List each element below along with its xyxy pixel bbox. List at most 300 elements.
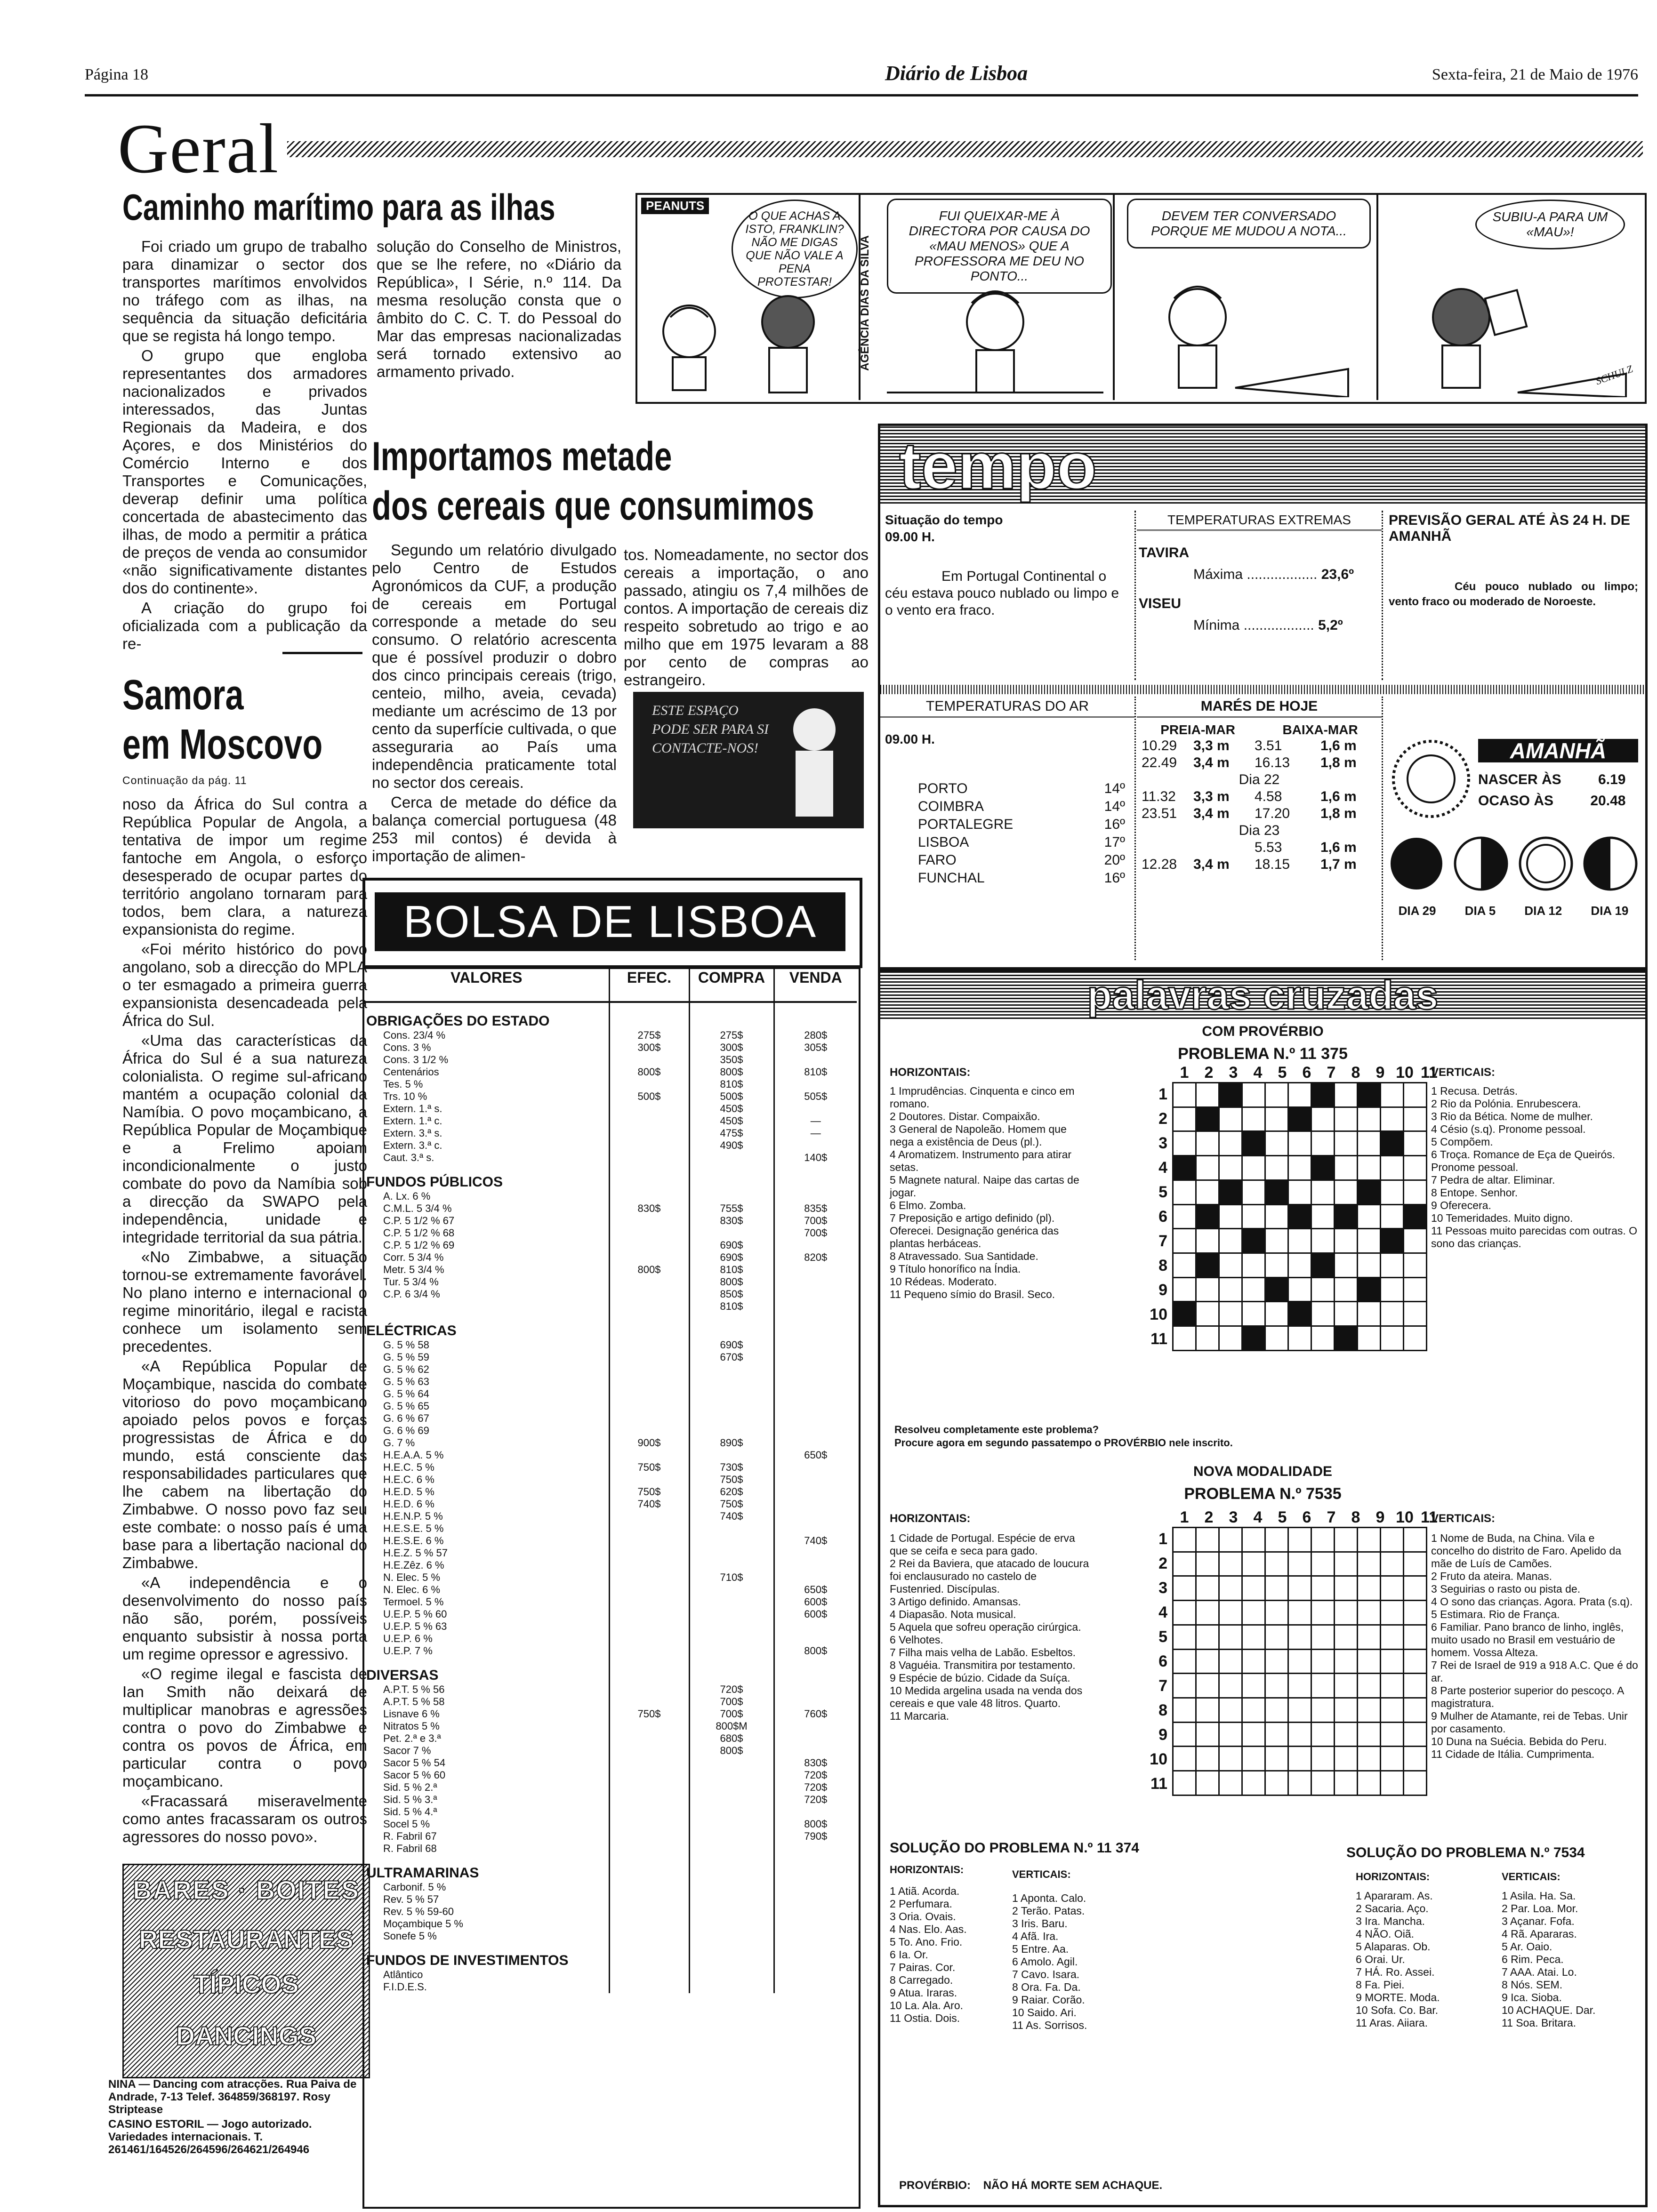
grid-cell[interactable]: [1196, 1180, 1219, 1204]
grid-cell[interactable]: [1242, 1747, 1265, 1771]
grid-cell[interactable]: [1381, 1698, 1404, 1723]
grid-cell[interactable]: [1219, 1771, 1242, 1795]
grid-cell[interactable]: [1335, 1229, 1358, 1253]
grid-cell[interactable]: [1242, 1601, 1265, 1625]
grid-cell[interactable]: [1311, 1576, 1335, 1601]
table-cell: 800$: [689, 1066, 774, 1078]
grid-cell[interactable]: [1219, 1204, 1242, 1229]
table-cell: [774, 1732, 857, 1745]
grid-cell[interactable]: [1196, 1229, 1219, 1253]
grid-cell[interactable]: [1288, 1528, 1311, 1552]
clue-item: 3 Oria. Ovais.: [890, 1910, 956, 1923]
grid-cell[interactable]: [1404, 1229, 1427, 1253]
grid-cell[interactable]: [1219, 1528, 1242, 1552]
grid-cell[interactable]: [1265, 1083, 1288, 1107]
grid-cell[interactable]: [1219, 1601, 1242, 1625]
grid-cell[interactable]: [1242, 1156, 1265, 1180]
table-cell: C.P. 5 1/2 % 67: [364, 1215, 609, 1227]
table-row: [364, 1571, 857, 1584]
grid-cell[interactable]: [1242, 1253, 1265, 1278]
grid-cell[interactable]: [1288, 1083, 1311, 1107]
grid-cell[interactable]: [1335, 1131, 1358, 1156]
grid-cell[interactable]: [1242, 1771, 1265, 1795]
grid-cell[interactable]: [1381, 1674, 1404, 1698]
grid-cell[interactable]: [1335, 1083, 1358, 1107]
grid-cell[interactable]: [1335, 1771, 1358, 1795]
grid-cell[interactable]: [1404, 1747, 1427, 1771]
grid-cell[interactable]: [1381, 1131, 1404, 1156]
grid-cell[interactable]: [1242, 1302, 1265, 1326]
grid-cell[interactable]: [1242, 1107, 1265, 1131]
clue-item: 10 Sofa. Co. Bar.: [1356, 2004, 1439, 2016]
table-cell: C.M.L. 5 3/4 %: [364, 1202, 609, 1215]
grid-cell[interactable]: [1358, 1722, 1381, 1747]
grid-cell[interactable]: [1288, 1277, 1311, 1302]
clue-heading: VERTICAIS:: [1012, 1868, 1071, 1880]
table-row: [364, 1584, 857, 1596]
table-cell: [774, 1571, 857, 1584]
grid-cell[interactable]: [1265, 1528, 1288, 1552]
clue-item: 7 Preposição e artigo definido (pl). Oferecei. Designação genérica das plantas herbáceas.: [890, 1212, 1059, 1250]
grid-cell[interactable]: [1358, 1156, 1381, 1180]
grid-cell[interactable]: [1288, 1326, 1311, 1351]
grid-cell[interactable]: [1196, 1698, 1219, 1723]
grid-cell[interactable]: [1381, 1253, 1404, 1278]
grid-cell[interactable]: [1404, 1253, 1427, 1278]
grid-cell[interactable]: [1288, 1204, 1311, 1229]
table-cell: [774, 1276, 857, 1288]
grid-cell[interactable]: [1173, 1771, 1196, 1795]
grid-cell[interactable]: [1311, 1674, 1335, 1698]
grid-cell[interactable]: [1173, 1326, 1196, 1351]
tide-value: 22.49: [1142, 755, 1177, 770]
grid-cell[interactable]: [1173, 1107, 1196, 1131]
grid-cell[interactable]: [1404, 1528, 1427, 1552]
grid-cell[interactable]: [1358, 1528, 1381, 1552]
grid-cell[interactable]: [1265, 1131, 1288, 1156]
grid-cell[interactable]: [1265, 1253, 1288, 1278]
grid-cell[interactable]: [1335, 1552, 1358, 1576]
grid-cell[interactable]: [1358, 1552, 1381, 1576]
city-name: LISBOA: [918, 834, 969, 850]
grid-cell[interactable]: [1335, 1253, 1358, 1278]
table-cell: 700$: [804, 1227, 828, 1239]
grid-cell[interactable]: [1265, 1601, 1288, 1625]
grid-cell[interactable]: [1196, 1576, 1219, 1601]
grid-cell[interactable]: [1311, 1180, 1335, 1204]
grid-cell[interactable]: [1358, 1771, 1381, 1795]
grid-cell[interactable]: [1404, 1771, 1427, 1795]
grid-cell[interactable]: [1242, 1625, 1265, 1649]
grid-cell[interactable]: [1311, 1204, 1335, 1229]
grid-cell[interactable]: [1288, 1698, 1311, 1723]
grid-cell[interactable]: [1173, 1229, 1196, 1253]
grid-cell[interactable]: [1335, 1180, 1358, 1204]
grid-cell[interactable]: [1196, 1528, 1219, 1552]
grid-cell[interactable]: [1288, 1722, 1311, 1747]
table-cell: 800$: [804, 1645, 828, 1657]
grid-cell[interactable]: [1242, 1326, 1265, 1351]
grid-cell[interactable]: [1381, 1156, 1404, 1180]
photo-figure: [770, 697, 859, 824]
grid-cell[interactable]: [1404, 1722, 1427, 1747]
grid-cell[interactable]: [1265, 1698, 1288, 1723]
table-cell: [774, 1498, 857, 1510]
grid-cell[interactable]: [1265, 1625, 1288, 1649]
grid-cell[interactable]: [1358, 1302, 1381, 1326]
table-cell: 275$: [609, 1029, 689, 1042]
grid-cell[interactable]: [1311, 1229, 1335, 1253]
table-cell: [689, 1547, 774, 1559]
grid-cell[interactable]: [1381, 1747, 1404, 1771]
grid-cell[interactable]: [1196, 1131, 1219, 1156]
clue-item: 5 Compõem.: [1431, 1136, 1493, 1148]
grid-cell[interactable]: [1242, 1552, 1265, 1576]
grid-cell[interactable]: [1265, 1180, 1288, 1204]
grid-cell[interactable]: [1335, 1698, 1358, 1723]
grid-cell[interactable]: [1381, 1083, 1404, 1107]
grid-cell[interactable]: [1358, 1204, 1381, 1229]
table-row: [364, 1029, 857, 1042]
grid-cell[interactable]: [1381, 1552, 1404, 1576]
clue-item: 10 Temeridades. Muito digno.: [1431, 1212, 1573, 1224]
grid-cell[interactable]: [1358, 1576, 1381, 1601]
grid-cell[interactable]: [1311, 1156, 1335, 1180]
grid-cell[interactable]: [1173, 1698, 1196, 1723]
grid-cell[interactable]: [1404, 1649, 1427, 1674]
grid-cell[interactable]: [1335, 1528, 1358, 1552]
crossword-subtitle: NOVA MODALIDADE: [1193, 1464, 1332, 1479]
table-cell: Atlântico: [364, 1969, 609, 1981]
grid-cell[interactable]: [1196, 1625, 1219, 1649]
grid-cell[interactable]: [1242, 1083, 1265, 1107]
grid-cell[interactable]: [1242, 1649, 1265, 1674]
grid-cell[interactable]: [1173, 1625, 1196, 1649]
grid-cell[interactable]: [1173, 1277, 1196, 1302]
grid-cell[interactable]: [1358, 1131, 1381, 1156]
grid-cell[interactable]: [1242, 1180, 1265, 1204]
grid-cell[interactable]: [1381, 1180, 1404, 1204]
grid-cell[interactable]: [1288, 1253, 1311, 1278]
grid-cell[interactable]: [1404, 1576, 1427, 1601]
grid-cell[interactable]: [1219, 1674, 1242, 1698]
grid-cell[interactable]: [1358, 1747, 1381, 1771]
grid-cell[interactable]: [1288, 1180, 1311, 1204]
grid-cell[interactable]: [1311, 1083, 1335, 1107]
grid-cell[interactable]: [1219, 1253, 1242, 1278]
grid-cell[interactable]: [1381, 1625, 1404, 1649]
grid-cell[interactable]: [1173, 1204, 1196, 1229]
grid-cell[interactable]: [1173, 1131, 1196, 1156]
grid-cell[interactable]: [1288, 1649, 1311, 1674]
grid-cell[interactable]: [1196, 1649, 1219, 1674]
grid-cell[interactable]: [1219, 1229, 1242, 1253]
grid-cell[interactable]: [1404, 1625, 1427, 1649]
grid-cell[interactable]: [1311, 1277, 1335, 1302]
grid-cell[interactable]: [1288, 1302, 1311, 1326]
grid-cell[interactable]: [1358, 1326, 1381, 1351]
grid-cell[interactable]: [1311, 1528, 1335, 1552]
grid-cell[interactable]: [1311, 1698, 1335, 1723]
clue-item: 7 Rei de Israel de 919 a 918 A.C. Que é do ar.: [1431, 1659, 1638, 1684]
grid-cell[interactable]: [1358, 1083, 1381, 1107]
grid-cell[interactable]: [1311, 1552, 1335, 1576]
grid-cell[interactable]: [1358, 1229, 1381, 1253]
grid-cell[interactable]: [1311, 1747, 1335, 1771]
grid-row-number: 5: [1158, 1628, 1167, 1646]
grid-cell[interactable]: [1173, 1083, 1196, 1107]
grid-cell[interactable]: [1288, 1156, 1311, 1180]
grid-cell[interactable]: [1288, 1771, 1311, 1795]
grid-cell[interactable]: [1265, 1747, 1288, 1771]
grid-cell[interactable]: [1265, 1771, 1288, 1795]
grid-cell[interactable]: [1265, 1204, 1288, 1229]
grid-cell[interactable]: [1173, 1180, 1196, 1204]
grid-cell[interactable]: [1311, 1722, 1335, 1747]
grid-cell[interactable]: [1288, 1552, 1311, 1576]
grid-cell[interactable]: [1242, 1229, 1265, 1253]
section-rule: [287, 141, 1643, 157]
grid-cell[interactable]: [1381, 1229, 1404, 1253]
grid-cell[interactable]: [1265, 1326, 1288, 1351]
article-paragraph: Foi criado um grupo de trabalho para dinamizar o sector dos transportes marítimos envolvidos no tráfego com as ilhas, na sequência da situação deficitária que se regista há longo tempo.: [122, 238, 367, 345]
grid-cell[interactable]: [1196, 1552, 1219, 1576]
grid-cell[interactable]: [1196, 1601, 1219, 1625]
grid-cell[interactable]: [1219, 1747, 1242, 1771]
table-cell: 300$: [609, 1042, 689, 1054]
grid-cell[interactable]: [1242, 1277, 1265, 1302]
moon-new-icon: [1388, 835, 1445, 892]
grid-cell[interactable]: [1288, 1576, 1311, 1601]
grid-cell[interactable]: [1404, 1277, 1427, 1302]
grid-cell[interactable]: [1219, 1156, 1242, 1180]
grid-cell[interactable]: [1311, 1625, 1335, 1649]
grid-cell[interactable]: [1358, 1253, 1381, 1278]
grid-cell[interactable]: [1381, 1601, 1404, 1625]
grid-cell[interactable]: [1404, 1326, 1427, 1351]
grid-cell[interactable]: [1358, 1649, 1381, 1674]
grid-cell[interactable]: [1381, 1204, 1404, 1229]
grid-cell[interactable]: [1219, 1131, 1242, 1156]
grid-cell[interactable]: [1335, 1277, 1358, 1302]
grid-cell[interactable]: [1219, 1649, 1242, 1674]
grid-cell[interactable]: [1242, 1576, 1265, 1601]
grid-cell[interactable]: [1381, 1302, 1404, 1326]
grid-cell[interactable]: [1196, 1204, 1219, 1229]
grid-cell[interactable]: [1265, 1302, 1288, 1326]
grid-cell[interactable]: [1265, 1576, 1288, 1601]
city-temp: 14º: [1104, 799, 1125, 814]
tide-row: [1142, 754, 1377, 771]
grid-cell[interactable]: [1404, 1302, 1427, 1326]
grid-cell[interactable]: [1311, 1107, 1335, 1131]
grid-cell[interactable]: [1404, 1083, 1427, 1107]
grid-cell[interactable]: [1265, 1107, 1288, 1131]
grid-cell[interactable]: [1311, 1302, 1335, 1326]
table-cell: [609, 1139, 689, 1152]
clue-item: 1 Aponta. Calo.: [1012, 1892, 1086, 1904]
grid-cell[interactable]: [1265, 1722, 1288, 1747]
grid-cell[interactable]: [1335, 1576, 1358, 1601]
grid-cell[interactable]: [1335, 1326, 1358, 1351]
grid-cell[interactable]: [1311, 1649, 1335, 1674]
weather-sub-heading: MARÉS DE HOJE: [1137, 697, 1382, 718]
table-cell: [609, 1388, 689, 1400]
grid-cell[interactable]: [1335, 1204, 1358, 1229]
table-row: [364, 1251, 857, 1264]
grid-cell[interactable]: [1196, 1722, 1219, 1747]
grid-cell[interactable]: [1219, 1107, 1242, 1131]
grid-cell[interactable]: [1173, 1747, 1196, 1771]
table-cell: [689, 1881, 774, 1893]
grid-cell[interactable]: [1242, 1528, 1265, 1552]
grid-cell[interactable]: [1335, 1302, 1358, 1326]
grid-cell[interactable]: [1219, 1698, 1242, 1723]
grid-cell[interactable]: [1219, 1277, 1242, 1302]
grid-cell[interactable]: [1358, 1277, 1381, 1302]
grid-cell[interactable]: [1219, 1576, 1242, 1601]
grid-cell[interactable]: [1173, 1156, 1196, 1180]
grid-cell[interactable]: [1381, 1722, 1404, 1747]
grid-cell[interactable]: [1173, 1601, 1196, 1625]
table-cell: [689, 1633, 774, 1645]
grid-cell[interactable]: [1311, 1326, 1335, 1351]
grid-cell[interactable]: [1311, 1253, 1335, 1278]
clue-item: 8 Nós. SEM.: [1502, 1979, 1563, 1991]
table-row: [364, 1893, 857, 1906]
grid-cell[interactable]: [1173, 1649, 1196, 1674]
grid-cell[interactable]: [1173, 1302, 1196, 1326]
grid-cell[interactable]: [1173, 1674, 1196, 1698]
grid-cell[interactable]: [1404, 1674, 1427, 1698]
grid-cell[interactable]: [1265, 1277, 1288, 1302]
grid-cell[interactable]: [1288, 1107, 1311, 1131]
grid-cell[interactable]: [1173, 1576, 1196, 1601]
grid-cell[interactable]: [1358, 1601, 1381, 1625]
grid-cell[interactable]: [1381, 1576, 1404, 1601]
grid-cell[interactable]: [1381, 1277, 1404, 1302]
grid-cell[interactable]: [1196, 1326, 1219, 1351]
ad-line: DANCINGS: [176, 2021, 317, 2051]
grid-cell[interactable]: [1196, 1107, 1219, 1131]
grid-cell[interactable]: [1196, 1302, 1219, 1326]
table-cell: [609, 1584, 689, 1596]
grid-cell[interactable]: [1173, 1528, 1196, 1552]
grid-cell[interactable]: [1288, 1747, 1311, 1771]
grid-cell[interactable]: [1219, 1180, 1242, 1204]
grid-cell[interactable]: [1242, 1204, 1265, 1229]
clue-item: 4 Diapasão. Nota musical.: [890, 1608, 1016, 1620]
grid-cell[interactable]: [1358, 1107, 1381, 1131]
grid-cell[interactable]: [1288, 1131, 1311, 1156]
table-cell: 140$: [804, 1152, 828, 1163]
grid-cell[interactable]: [1196, 1771, 1219, 1795]
grid-cell[interactable]: [1381, 1771, 1404, 1795]
grid-cell[interactable]: [1173, 1552, 1196, 1576]
grid-cell[interactable]: [1288, 1229, 1311, 1253]
column-header: VALORES: [364, 969, 609, 1002]
table-row: [364, 1794, 857, 1806]
grid-cell[interactable]: [1196, 1277, 1219, 1302]
table-row: [364, 1696, 857, 1708]
grid-cell[interactable]: [1335, 1156, 1358, 1180]
grid-cell[interactable]: [1265, 1649, 1288, 1674]
grid-cell[interactable]: [1404, 1698, 1427, 1723]
grid-cell[interactable]: [1219, 1083, 1242, 1107]
grid-cell[interactable]: [1196, 1156, 1219, 1180]
bolsa-section-heading: FUNDOS DE INVESTIMENTOS: [364, 1942, 609, 1969]
grid-cell[interactable]: [1404, 1552, 1427, 1576]
grid-cell[interactable]: [1335, 1107, 1358, 1131]
grid-cell[interactable]: [1404, 1180, 1427, 1204]
grid-cell[interactable]: [1335, 1674, 1358, 1698]
grid-cell[interactable]: [1265, 1156, 1288, 1180]
grid-cell[interactable]: [1196, 1674, 1219, 1698]
grid-cell[interactable]: [1311, 1131, 1335, 1156]
grid-cell[interactable]: [1311, 1771, 1335, 1795]
grid-cell[interactable]: [1358, 1625, 1381, 1649]
grid-cell[interactable]: [1196, 1747, 1219, 1771]
clue-heading: VERTICAIS:: [1502, 1871, 1560, 1883]
grid-cell[interactable]: [1219, 1552, 1242, 1576]
grid-cell[interactable]: [1173, 1253, 1196, 1278]
grid-cell[interactable]: [1219, 1625, 1242, 1649]
grid-cell[interactable]: [1358, 1698, 1381, 1723]
grid-cell[interactable]: [1242, 1722, 1265, 1747]
grid-cell[interactable]: [1335, 1747, 1358, 1771]
grid-cell[interactable]: [1335, 1601, 1358, 1625]
grid-cell[interactable]: [1288, 1625, 1311, 1649]
clue-item: 5 Magnete natural. Naipe das cartas de jogar.: [890, 1174, 1079, 1199]
grid-cell[interactable]: [1219, 1722, 1242, 1747]
grid-cell[interactable]: [1335, 1722, 1358, 1747]
clue-item: 4 Nas. Elo. Aas.: [890, 1923, 967, 1935]
grid-cell[interactable]: [1219, 1326, 1242, 1351]
grid-cell[interactable]: [1404, 1204, 1427, 1229]
grid-cell[interactable]: [1288, 1601, 1311, 1625]
grid-cell[interactable]: [1242, 1698, 1265, 1723]
grid-cell[interactable]: [1404, 1107, 1427, 1131]
grid-col-number: 10: [1396, 1064, 1414, 1082]
grid-cell[interactable]: [1242, 1674, 1265, 1698]
grid-cell[interactable]: [1358, 1180, 1381, 1204]
table-row: [364, 1906, 857, 1918]
grid-cell[interactable]: [1404, 1601, 1427, 1625]
grid-cell[interactable]: [1335, 1649, 1358, 1674]
divider: [880, 685, 1645, 694]
grid-cell[interactable]: [1242, 1131, 1265, 1156]
grid-cell[interactable]: [1196, 1083, 1219, 1107]
grid-cell[interactable]: [1381, 1649, 1404, 1674]
grid-cell[interactable]: [1358, 1674, 1381, 1698]
grid-cell[interactable]: [1381, 1528, 1404, 1552]
grid-cell[interactable]: [1381, 1326, 1404, 1351]
grid-cell[interactable]: [1219, 1302, 1242, 1326]
grid-cell[interactable]: [1196, 1253, 1219, 1278]
grid-cell[interactable]: [1381, 1107, 1404, 1131]
grid-cell[interactable]: [1265, 1674, 1288, 1698]
grid-cell[interactable]: [1173, 1722, 1196, 1747]
grid-cell[interactable]: [1265, 1552, 1288, 1576]
grid-cell[interactable]: [1311, 1601, 1335, 1625]
grid-cell[interactable]: [1288, 1674, 1311, 1698]
grid-cell[interactable]: [1404, 1131, 1427, 1156]
grid-cell[interactable]: [1404, 1156, 1427, 1180]
grid-cell[interactable]: [1335, 1625, 1358, 1649]
table-cell: [774, 1720, 857, 1732]
article-body: [372, 541, 617, 867]
grid-cell[interactable]: [1265, 1229, 1288, 1253]
